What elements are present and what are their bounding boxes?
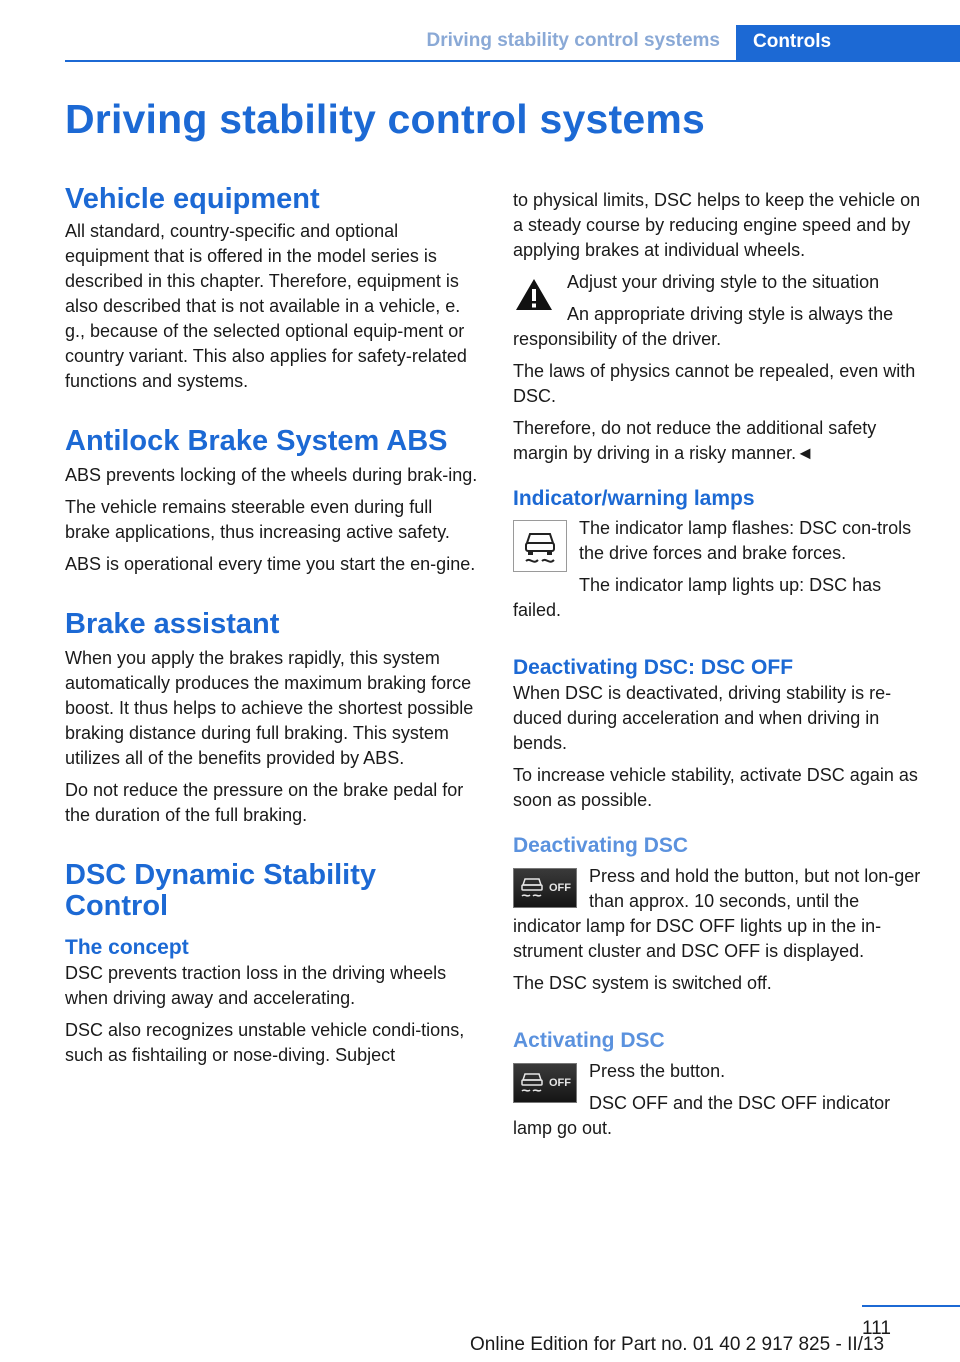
activating-block: [513, 1059, 931, 1141]
abs-paragraph-2: The vehicle remains steerable even during full brake applications, thus increasing active safety.: [65, 497, 450, 542]
heading-indicator-lamps: Indicator/warning lamps: [513, 487, 755, 510]
indicator-block: [513, 516, 931, 623]
heading-dsc: DSC Dynamic Stability Control: [65, 859, 377, 922]
brake-assistant-paragraph-2: Do not reduce the pressure on the brake pedal for the duration of the full braking.: [65, 780, 464, 825]
footer-rule: [862, 1305, 960, 1307]
heading-vehicle-equipment: Vehicle equipment: [65, 183, 320, 215]
header-chapter-tab: Controls: [736, 25, 960, 62]
abs-paragraph-3: ABS is operational every time you start the en-gine.: [65, 554, 476, 574]
dsc-off-paragraph-2: To increase vehicle stability, activate DSC again as soon as possible.: [513, 765, 918, 810]
heading-the-concept: The concept: [65, 936, 189, 959]
dsc-off-button-label: OFF: [549, 882, 571, 894]
left-column: [65, 184, 481, 1068]
page-number: 111: [862, 1318, 891, 1339]
heading-dsc-off: Deactivating DSC: DSC OFF: [513, 656, 794, 679]
heading-brake-assistant: Brake assistant: [65, 608, 280, 640]
warning-paragraph-2: The laws of physics cannot be repealed, even with DSC.: [513, 361, 916, 406]
dsc-indicator-lamp-icon: [513, 520, 567, 572]
warning-paragraph-1: An appropriate driving style is always the responsibility of the driver.: [513, 304, 894, 349]
indicator-paragraph-1: The indicator lamp flashes: DSC con-trols the drive forces and brake forces.: [579, 518, 912, 563]
edition-footer: Online Edition for Part no. 01 40 2 917 825 - II/13: [470, 1334, 885, 1355]
dsc-on-button-label: OFF: [549, 1077, 571, 1089]
deactivating-block: [513, 864, 931, 964]
dsc-paragraph-2: DSC also recognizes unstable vehicle condi-tions, such as fishtailing or nose-diving. Subject: [65, 1020, 465, 1065]
warning-paragraph-3: Therefore, do not reduce the additional safety margin by driving in a risky manner.◄: [513, 418, 877, 463]
abs-paragraph-1: ABS prevents locking of the wheels during brak-ing.: [65, 465, 478, 485]
warning-title: Adjust your driving style to the situation: [567, 272, 880, 292]
dsc-paragraph-1: DSC prevents traction loss in the driving wheels when driving away and accelerating.: [65, 963, 447, 1008]
activating-paragraph-2: DSC OFF and the DSC OFF indicator lamp go out.: [513, 1093, 891, 1138]
indicator-paragraph-2: The indicator lamp lights up: DSC has failed.: [513, 575, 882, 620]
right-column: [513, 188, 931, 1141]
dsc-off-paragraph-1: When DSC is deactivated, driving stability is re-duced during acceleration and when driving in bends.: [513, 683, 892, 753]
vehicle-equipment-text: All standard, country-specific and optional equipment that is offered in the model series is described in this chapter. Therefore, equipment is also described that is not available in a vehicle, e. g., because of the selected optional equip-ment or country variant. This also applies for safety-related functions and systems.: [65, 221, 467, 391]
warning-block: [513, 270, 931, 352]
dsc-continuation-text: to physical limits, DSC helps to keep the vehicle on a steady course by reducing engine speed and by applying brakes at individual wheels.: [513, 190, 921, 260]
brake-assistant-paragraph-1: When you apply the brakes rapidly, this system automatically produces the maximum braking force boost. It thus helps to achieve the shortest possible braking distance during full braking. This system utilizes all of the benefits provided by ABS.: [65, 648, 474, 768]
deactivating-paragraph-1: Press and hold the button, but not lon-ger than approx. 10 seconds, until the indicator lamp for DSC OFF lights up in the in-strument cluster and DSC OFF is displayed.: [513, 866, 921, 961]
dsc-off-button-icon: [513, 868, 577, 908]
warning-triangle-icon: [513, 274, 555, 316]
heading-activating-dsc: Activating DSC: [513, 1029, 665, 1052]
deactivating-paragraph-2: The DSC system is switched off.: [513, 973, 772, 993]
page-title: Driving stability control systems: [65, 96, 705, 142]
heading-abs: Antilock Brake System ABS: [65, 425, 448, 457]
heading-deactivating-dsc: Deactivating DSC: [513, 834, 689, 857]
dsc-on-button-icon: [513, 1063, 577, 1103]
activating-paragraph-1: Press the button.: [589, 1061, 726, 1081]
header-section-title: Driving stability control systems: [426, 30, 720, 51]
